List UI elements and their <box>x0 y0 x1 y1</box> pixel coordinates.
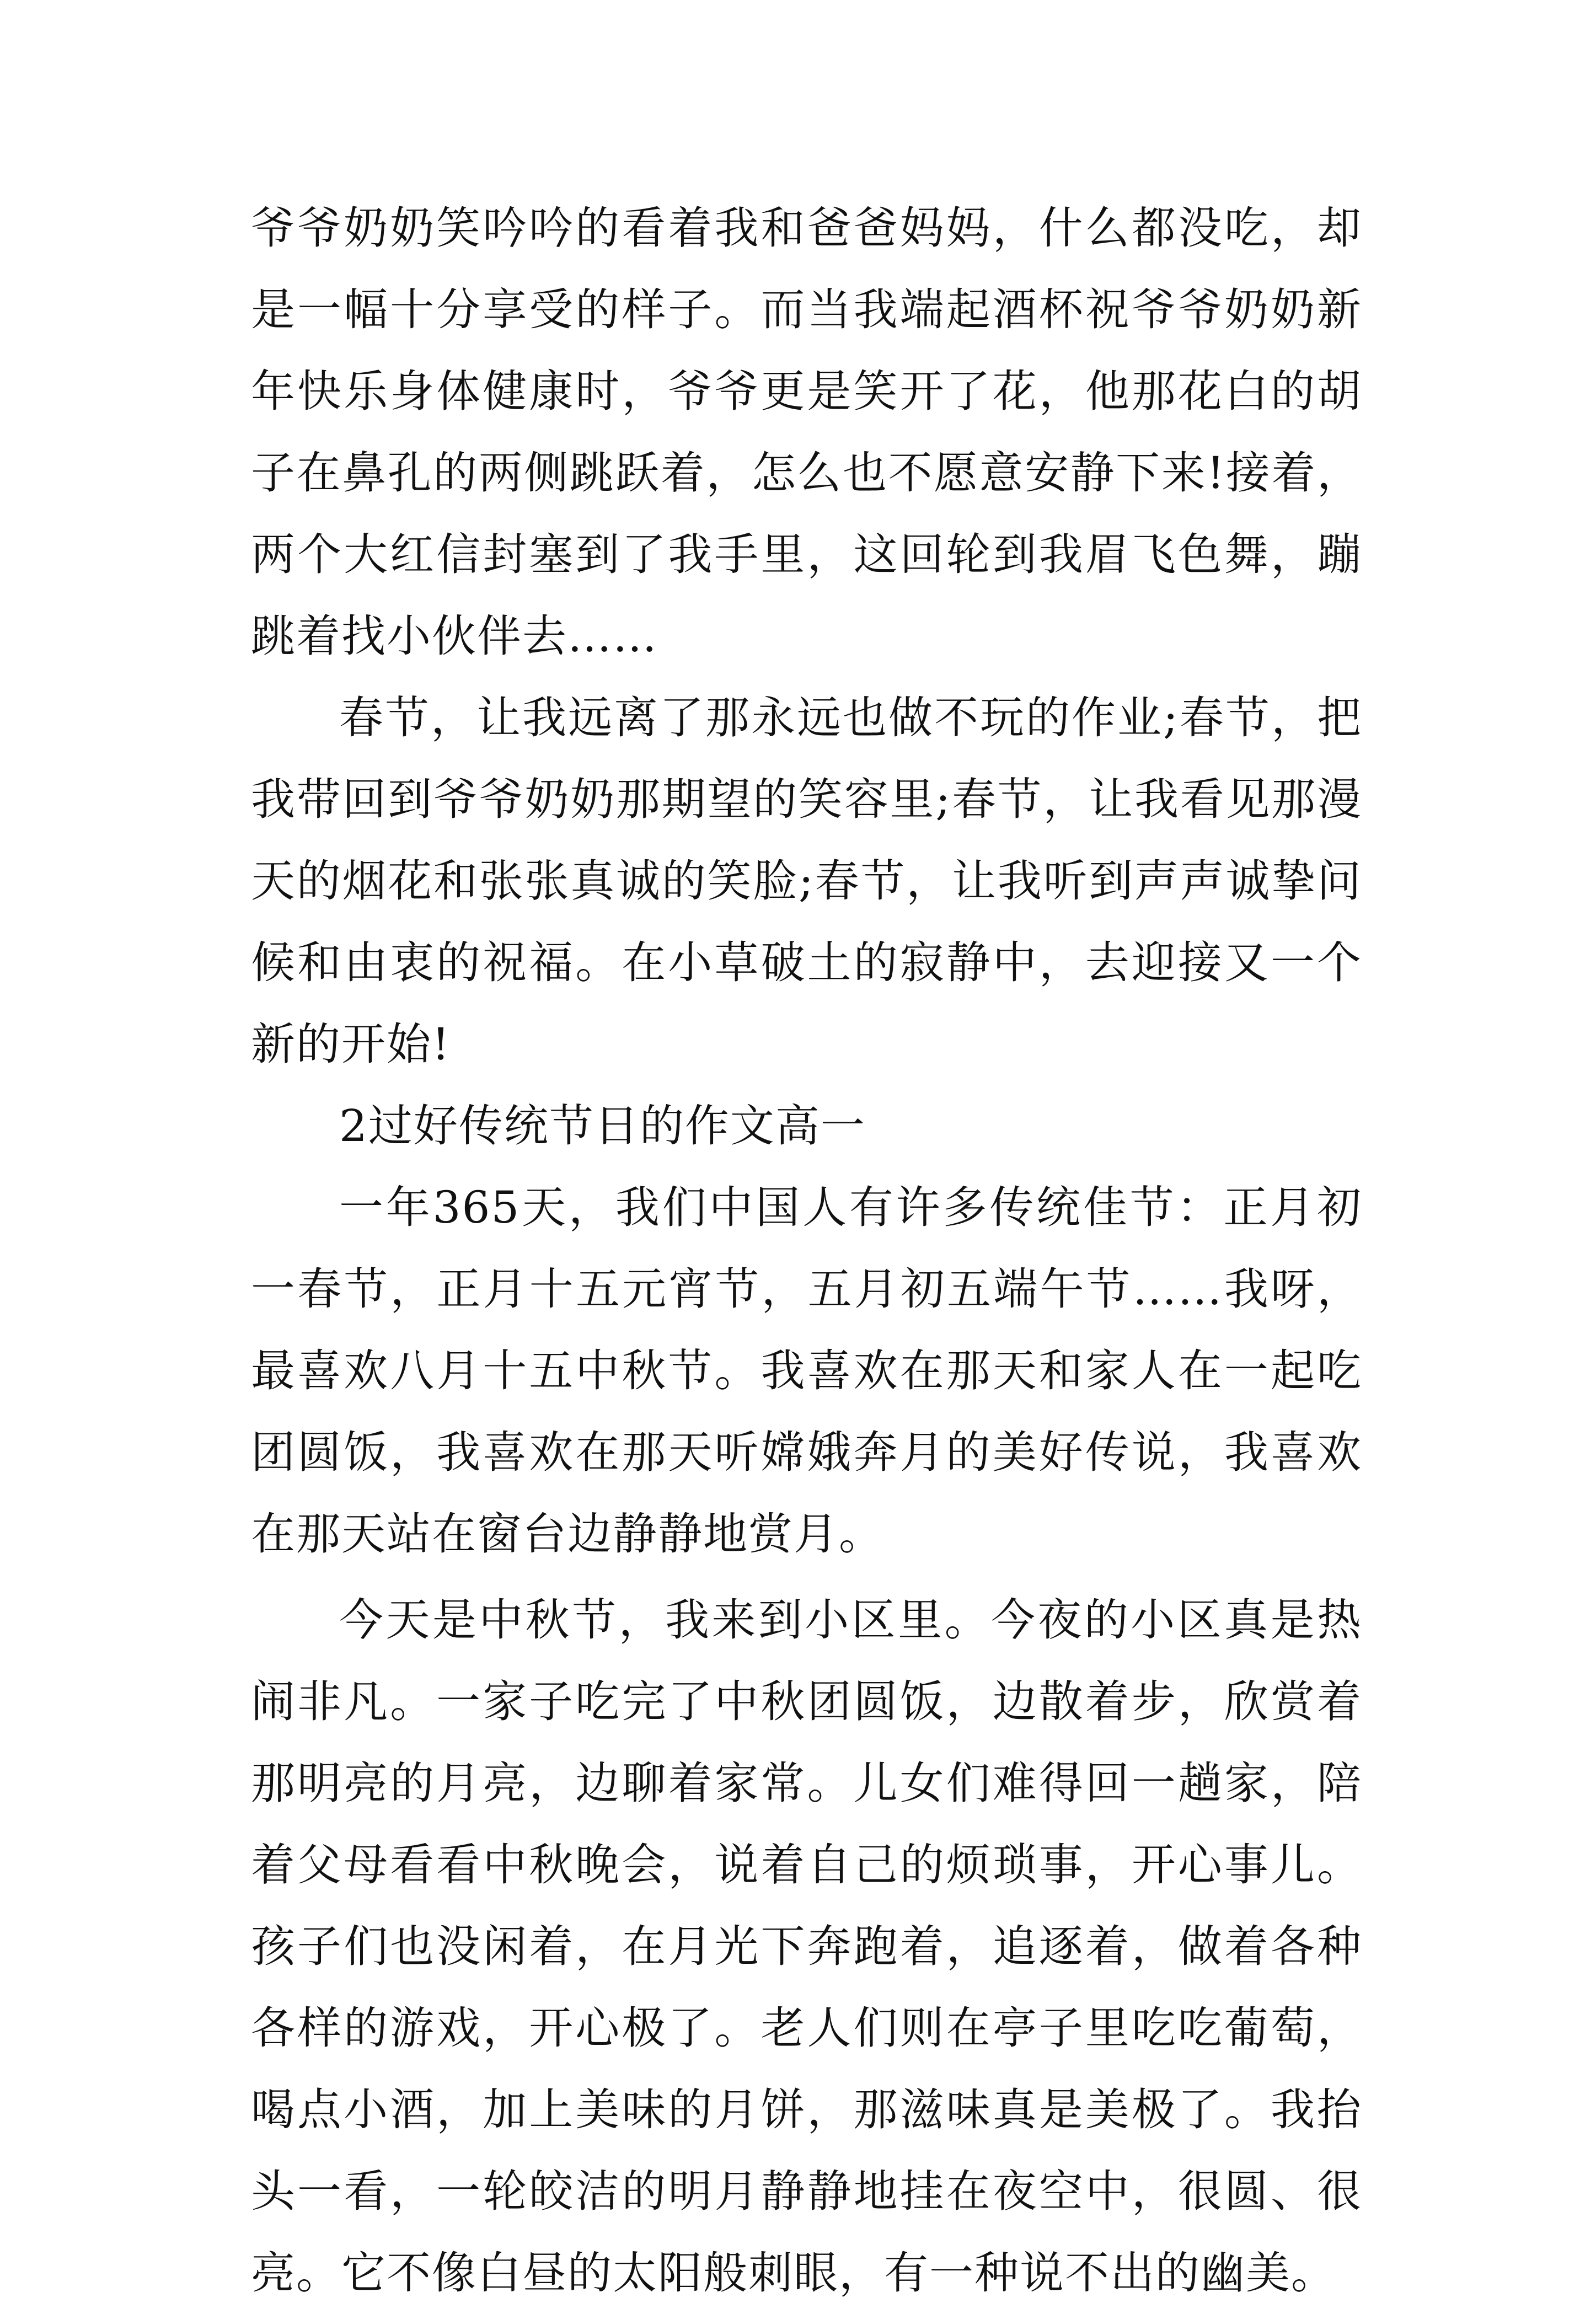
section-heading: 2过好传统节日的作文高一 <box>339 1100 866 1151</box>
paragraph-spring-festival: 春节，让我远离了那永远也做不玩的作业;春节，把我带回到爷爷奶奶那期望的笑容里;春节，让我看见那漫天的烟花和张张真诚的笑脸;春节，让我听到声声诚挚问候和由衷的祝福。在小草破土的寂静中，去迎接又一个新的开始! <box>251 692 1362 1070</box>
paragraph-grandparents: 爷爷奶奶笑吟吟的看着我和爸爸妈妈，什么都没吃，却是一幅十分享受的样子。而当我端起酒杯祝爷爷奶奶新年快乐身体健康时，爷爷更是笑开了花，他那花白的胡子在鼻孔的两侧跳跃着，怎么也不愿意安静下来!接着，两个大红信封塞到了我手里，这回轮到我眉飞色舞，蹦跳着找小伙伴去…… <box>251 202 1362 662</box>
paragraph-mid-autumn: 今天是中秋节，我来到小区里。今夜的小区真是热闹非凡。一家子吃完了中秋团圆饭，边散着步，欣赏着那明亮的月亮，边聊着家常。儿女们难得回一趟家，陪着父母看看中秋晚会，说着自己的烦琐事，开心事儿。孩子们也没闲着，在月光下奔跑着，追逐着，做着各种各样的游戏，开心极了。老人们则在亭子里吃吃葡萄，喝点小酒，加上美味的月饼，那滋味真是美极了。我抬头一看，一轮皎洁的明月静静地挂在夜空中，很圆、很亮。它不像白昼的太阳般刺眼，有一种说不出的幽美。 <box>251 1594 1362 2299</box>
paragraph-traditional-festivals: 一年365天，我们中国人有许多传统佳节：正月初一春节，正月十五元宵节，五月初五端午节……我呀，最喜欢八月十五中秋节。我喜欢在那天和家人在一起吃团圆饭，我喜欢在那天听嫦娥奔月的美好传说，我喜欢在那天站在窗台边静静地赏月。 <box>251 1182 1362 1560</box>
document-body <box>251 188 1362 2314</box>
